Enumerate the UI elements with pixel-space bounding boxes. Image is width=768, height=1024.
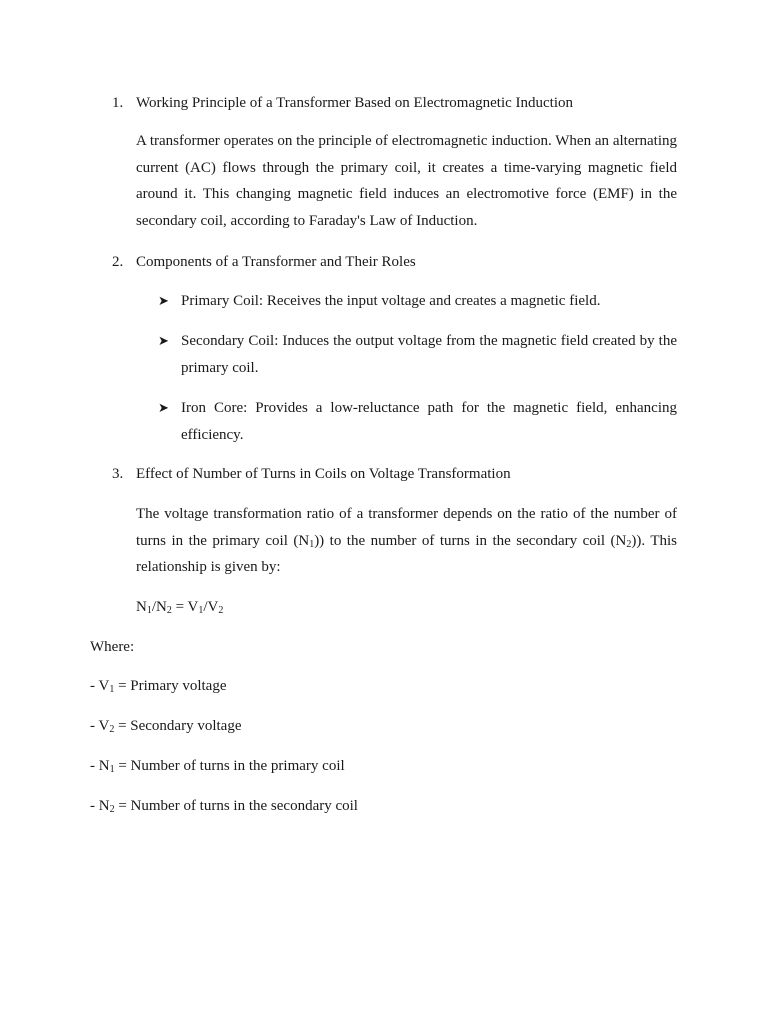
bullet-item: Primary Coil: Receives the input voltage and creates a magnetic field. [181,293,601,309]
bullet-item: Secondary Coil: Induces the output voltage from the magnetic field created by the primary coil. [181,333,677,376]
list-number: 2. [112,254,124,270]
list-number: 1. [112,95,124,111]
list-number: 3. [112,466,124,482]
arrowhead-bullet-icon: ➤ [158,400,169,415]
definition-item: - $N_1$ = Number of turns in the primary coil [90,758,345,775]
definition-item: - $V_2$ = Secondary voltage [90,718,242,735]
section-heading: Working Principle of a Transformer Based on Electromagnetic Induction [136,95,574,111]
definition-item: - $N_2$ = Number of turns in the secondary coil [90,798,358,815]
section-heading: Effect of Number of Turns in Coils on Voltage Transformation [136,466,511,482]
section-heading: Components of a Transformer and Their Roles [136,254,416,270]
formula: $N_1/N_2 = V_1/V_2$ [136,599,224,616]
bullet-item: Iron Core: Provides a low-reluctance path for the magnetic field, enhancing efficiency. [181,400,677,443]
section-paragraph: The voltage transformation ratio of a transformer depends on the ratio of the number of turns in the primary coil $(N_1)$) to the number of turns in the secondary coil $(N_2)$). This relationship is given by: [136,506,678,576]
arrowhead-bullet-icon: ➤ [158,333,169,348]
where-label: Where: [90,639,135,655]
section-paragraph: A transformer operates on the principle of electromagnetic induction. When an alternating current (AC) flows through the primary coil, it creates a time-varying magnetic field around it. This changing magnetic field induces an electromotive force (EMF) in the secondary coil, according to Faraday's Law of Induction. [136,133,677,230]
definition-item: - $V_1$ = Primary voltage [90,678,227,695]
arrowhead-bullet-icon: ➤ [158,293,169,308]
